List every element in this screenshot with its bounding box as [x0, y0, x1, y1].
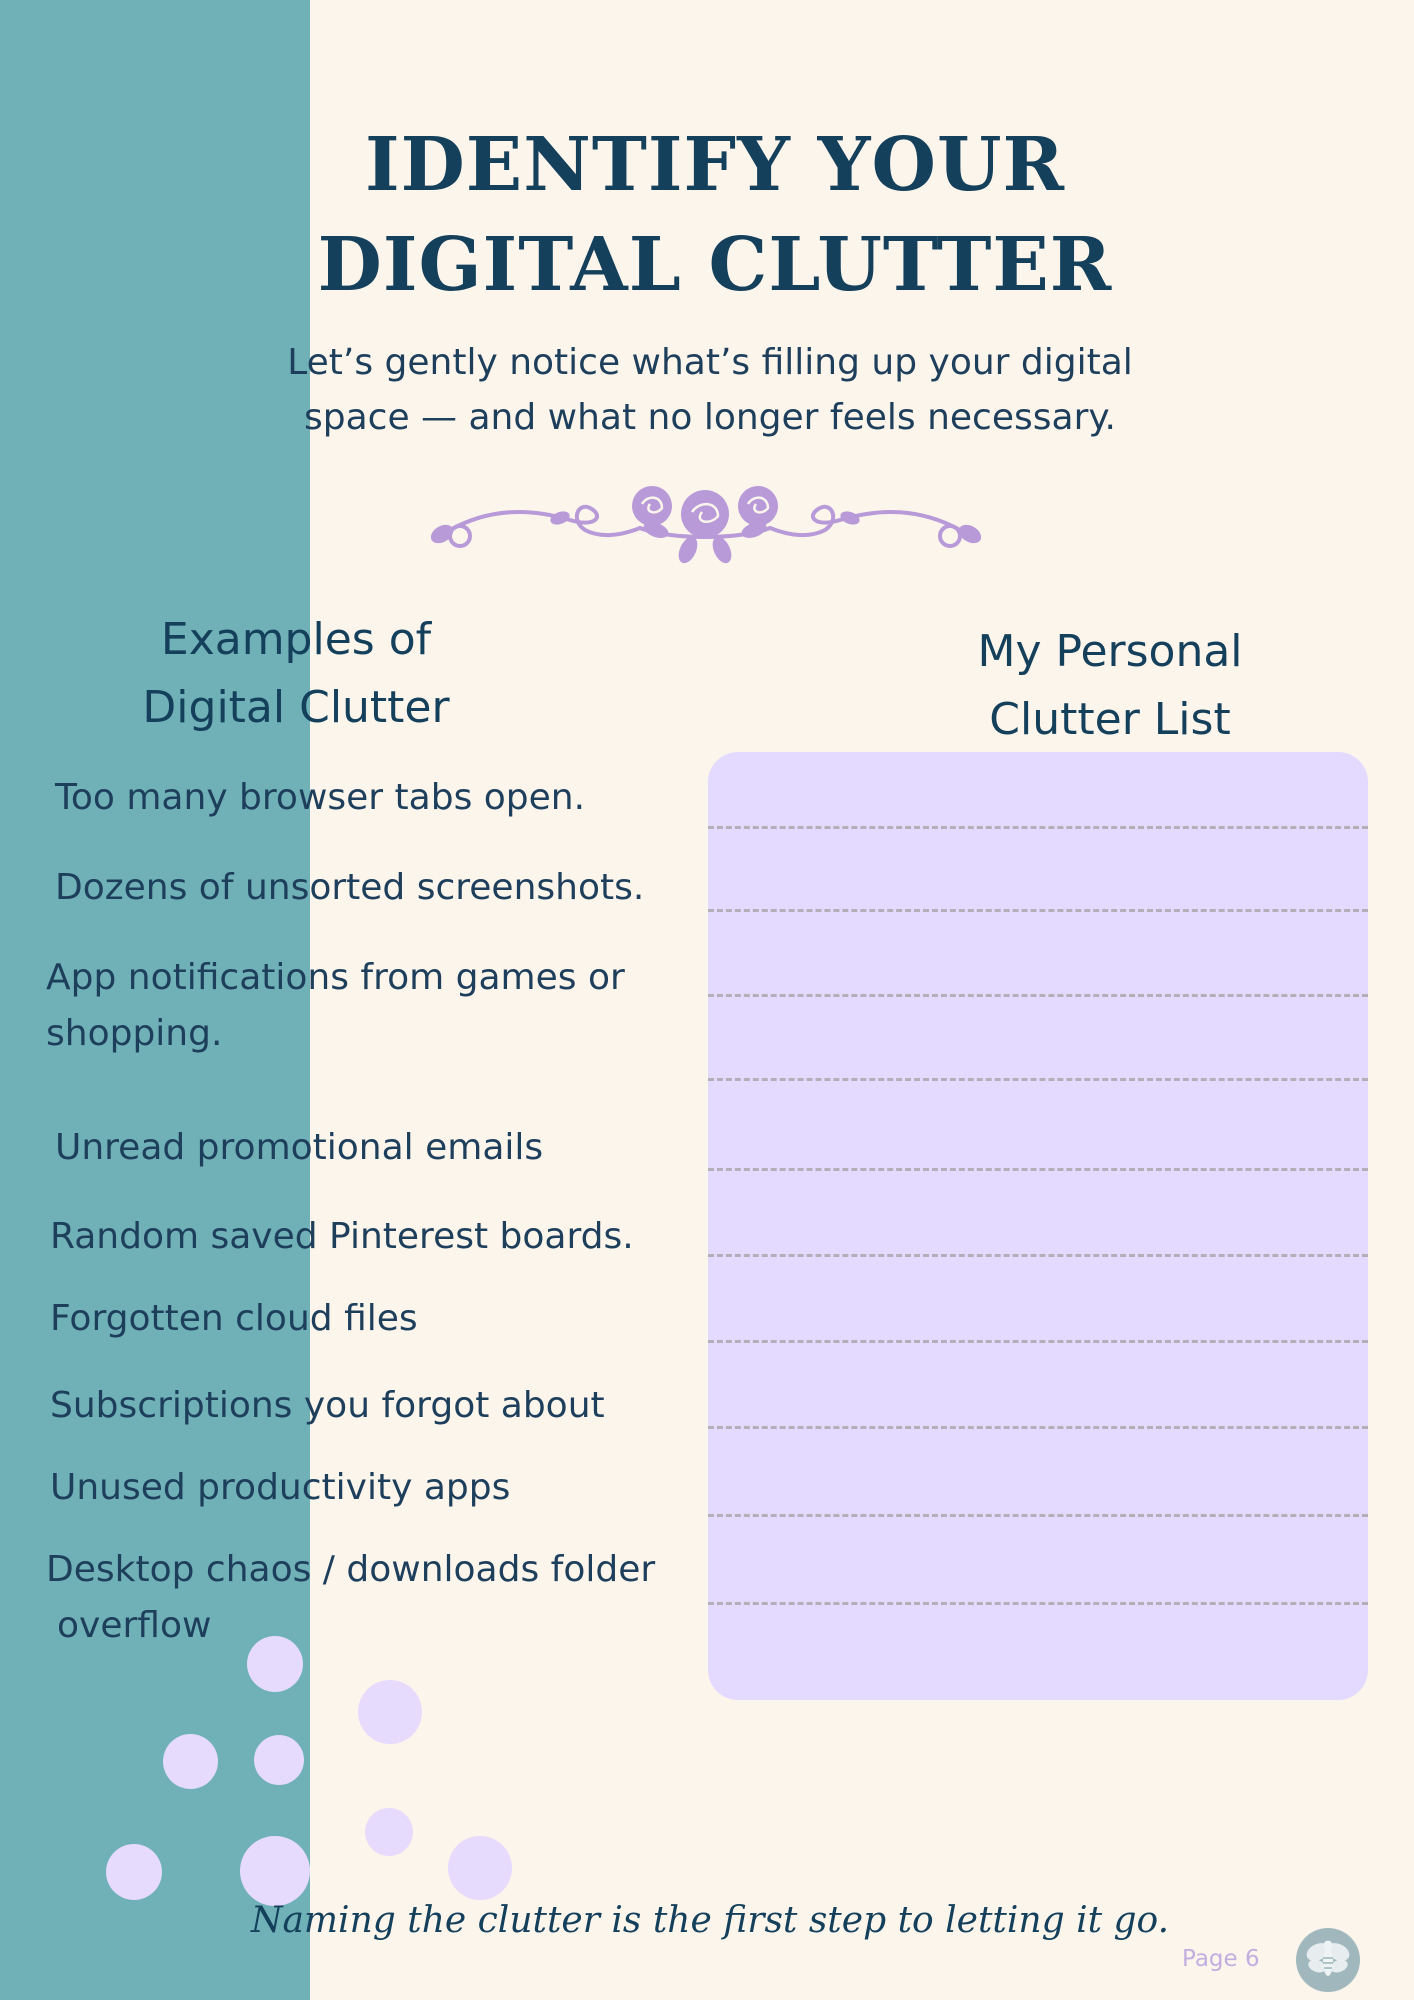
- example-item-text-continued: overflow: [57, 1605, 212, 1646]
- example-item-text: Forgotten cloud files: [50, 1298, 418, 1339]
- page-number: Page 6: [1182, 1946, 1260, 1972]
- title-line-2: DIGITAL CLUTTER: [317, 222, 1113, 308]
- example-item-text-continued: shopping.: [46, 1013, 223, 1054]
- writing-line[interactable]: [708, 1426, 1368, 1429]
- example-item-text: Random saved Pinterest boards.: [50, 1216, 634, 1257]
- bee-icon-glyph: [1296, 1928, 1360, 1992]
- personal-list-heading-line-2: Clutter List: [989, 694, 1231, 745]
- subtitle-line-2: space — and what no longer feels necessary.: [304, 397, 1116, 438]
- decorative-dot: [163, 1734, 218, 1789]
- title-line-1: IDENTIFY YOUR: [365, 122, 1065, 208]
- example-item-8: [50, 1460, 510, 1516]
- decorative-dot: [240, 1836, 310, 1906]
- example-item-text: App notifications from games or: [46, 957, 625, 998]
- example-item-7: [50, 1378, 605, 1434]
- decorative-dot: [358, 1680, 422, 1744]
- writing-line[interactable]: [708, 1078, 1368, 1081]
- example-item-6: [50, 1291, 418, 1347]
- writing-line[interactable]: [708, 1168, 1368, 1171]
- writing-line[interactable]: [708, 1340, 1368, 1343]
- example-item-1: [55, 770, 585, 826]
- bee-icon: [1296, 1928, 1360, 1992]
- subtitle-line-1: Let’s gently notice what’s filling up your digital: [287, 342, 1133, 383]
- personal-list-heading: [912, 618, 1308, 754]
- example-item-text: Too many browser tabs open.: [55, 777, 586, 818]
- decorative-dot: [448, 1836, 512, 1900]
- decorative-dot: [254, 1735, 304, 1785]
- example-item-4: [55, 1120, 543, 1176]
- example-item-text: Unused productivity apps: [50, 1467, 511, 1508]
- writing-line[interactable]: [708, 1254, 1368, 1257]
- decorative-dot: [106, 1844, 162, 1900]
- decorative-dot: [365, 1808, 413, 1856]
- writing-line[interactable]: [708, 909, 1368, 912]
- examples-heading-line-1: Examples of: [160, 614, 432, 665]
- example-item-text: Dozens of unsorted screenshots.: [55, 867, 645, 908]
- personal-clutter-list-box[interactable]: [708, 752, 1368, 1700]
- footer-quote: Naming the clutter is the first step to letting it go.: [250, 1900, 1170, 1941]
- writing-line[interactable]: [708, 1514, 1368, 1517]
- examples-heading: [100, 606, 492, 742]
- example-item-text: Unread promotional emails: [55, 1127, 544, 1168]
- writing-line[interactable]: [708, 826, 1368, 829]
- writing-line[interactable]: [708, 1602, 1368, 1605]
- writing-line[interactable]: [708, 994, 1368, 997]
- example-item-9: [46, 1542, 655, 1654]
- example-item-2: [55, 860, 644, 916]
- example-item-text: Desktop chaos / downloads folder: [46, 1549, 656, 1590]
- personal-list-heading-line-1: My Personal: [977, 626, 1243, 677]
- example-item-5: [50, 1209, 634, 1265]
- examples-heading-line-2: Digital Clutter: [142, 682, 450, 733]
- example-item-3: [46, 950, 625, 1062]
- example-item-text: Subscriptions you forgot about: [50, 1385, 605, 1426]
- rose-flourish-divider: [420, 478, 990, 568]
- decorative-dot: [247, 1636, 303, 1692]
